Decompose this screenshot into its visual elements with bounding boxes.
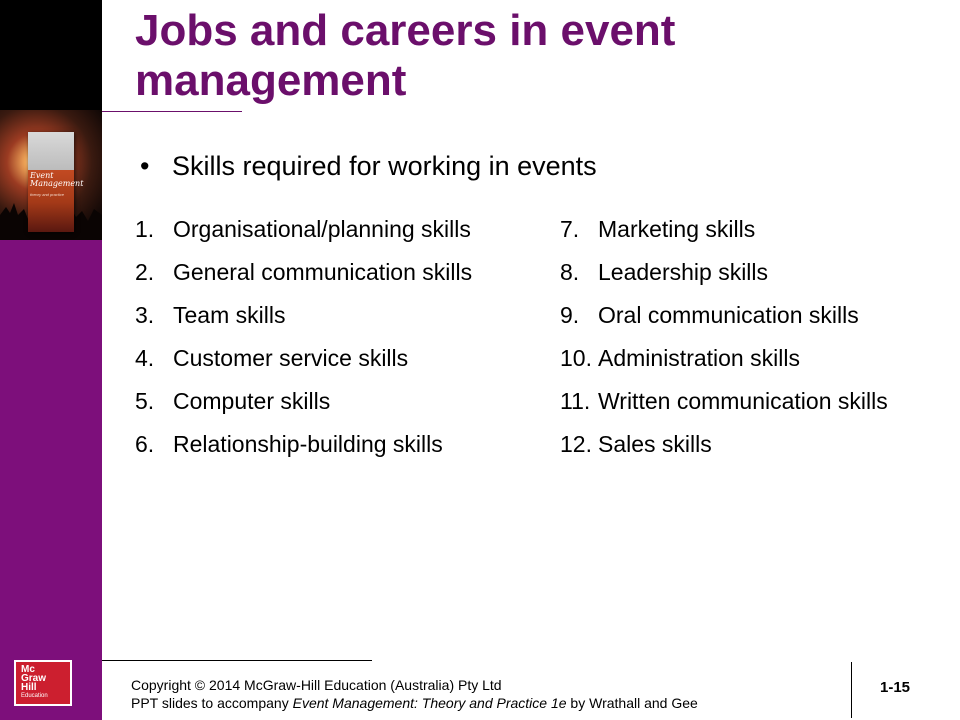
skills-list-left (135, 210, 472, 468)
list-item (135, 425, 472, 468)
logo-line: Education (21, 693, 48, 699)
slide-title: Jobs and careers in event management (135, 6, 676, 105)
credit-line (131, 694, 698, 712)
slide-number: 1-15 (880, 679, 911, 696)
item-label: Team skills (173, 302, 286, 328)
list-item (560, 253, 888, 296)
footer-divider (102, 660, 372, 661)
item-number: 9. (560, 302, 580, 328)
bullet-icon: • (140, 151, 150, 181)
list-item (135, 339, 472, 382)
item-number: 3. (135, 302, 155, 328)
item-number: 7. (560, 216, 580, 242)
item-number: 6. (135, 431, 155, 457)
logo-line: Graw (21, 673, 47, 684)
item-label: Organisational/planning skills (173, 216, 471, 242)
item-label: Relationship-building skills (173, 431, 443, 457)
skills-list-right (560, 210, 888, 468)
item-number: 1. (135, 216, 155, 242)
item-number: 5. (135, 388, 155, 414)
credit-suffix: by Wrathall and Gee (566, 695, 698, 711)
list-item (560, 296, 888, 339)
item-label: Administration skills (598, 345, 800, 371)
item-number: 4. (135, 345, 155, 371)
logo-line: Hill (21, 682, 37, 693)
item-label: Sales skills (598, 431, 712, 457)
sidebar-top-band (0, 0, 102, 110)
item-label: Leadership skills (598, 259, 769, 285)
main-bullet (140, 150, 597, 182)
book-title-ref: Event Management: Theory and Practice 1e (292, 695, 567, 711)
logo-line: Mc (21, 664, 35, 675)
list-item (560, 339, 888, 382)
item-number: 11. (560, 388, 591, 414)
book-subtitle: theory and practice (30, 192, 65, 197)
footer-copyright (131, 676, 698, 712)
list-item (560, 210, 888, 253)
list-item (560, 425, 888, 468)
item-number: 2. (135, 259, 155, 285)
item-number: 12. (560, 431, 592, 457)
bullet-text: Skills required for working in events (172, 151, 597, 181)
item-label: Marketing skills (598, 216, 756, 242)
list-item (135, 382, 472, 425)
list-item (135, 253, 472, 296)
item-label: Oral communication skills (598, 302, 859, 328)
item-label: Written communication skills (598, 388, 888, 414)
item-number: 8. (560, 259, 580, 285)
credit-prefix: PPT slides to accompany (131, 695, 293, 711)
list-item (135, 296, 472, 339)
item-label: Computer skills (173, 388, 331, 414)
list-item (135, 210, 472, 253)
mcgraw-hill-logo (14, 660, 72, 706)
copyright-line: Copyright © 2014 McGraw-Hill Education (Australia) Pty Ltd (131, 677, 502, 693)
item-number: 10. (560, 345, 592, 371)
book-title: Event Management (30, 171, 84, 188)
list-item (560, 382, 888, 425)
title-underline (102, 111, 242, 112)
item-label: Customer service skills (173, 345, 409, 371)
sidebar-purple-band (0, 240, 102, 720)
footer-vertical-divider (851, 662, 852, 718)
item-label: General communication skills (173, 259, 473, 285)
book-cover-image (0, 110, 102, 240)
